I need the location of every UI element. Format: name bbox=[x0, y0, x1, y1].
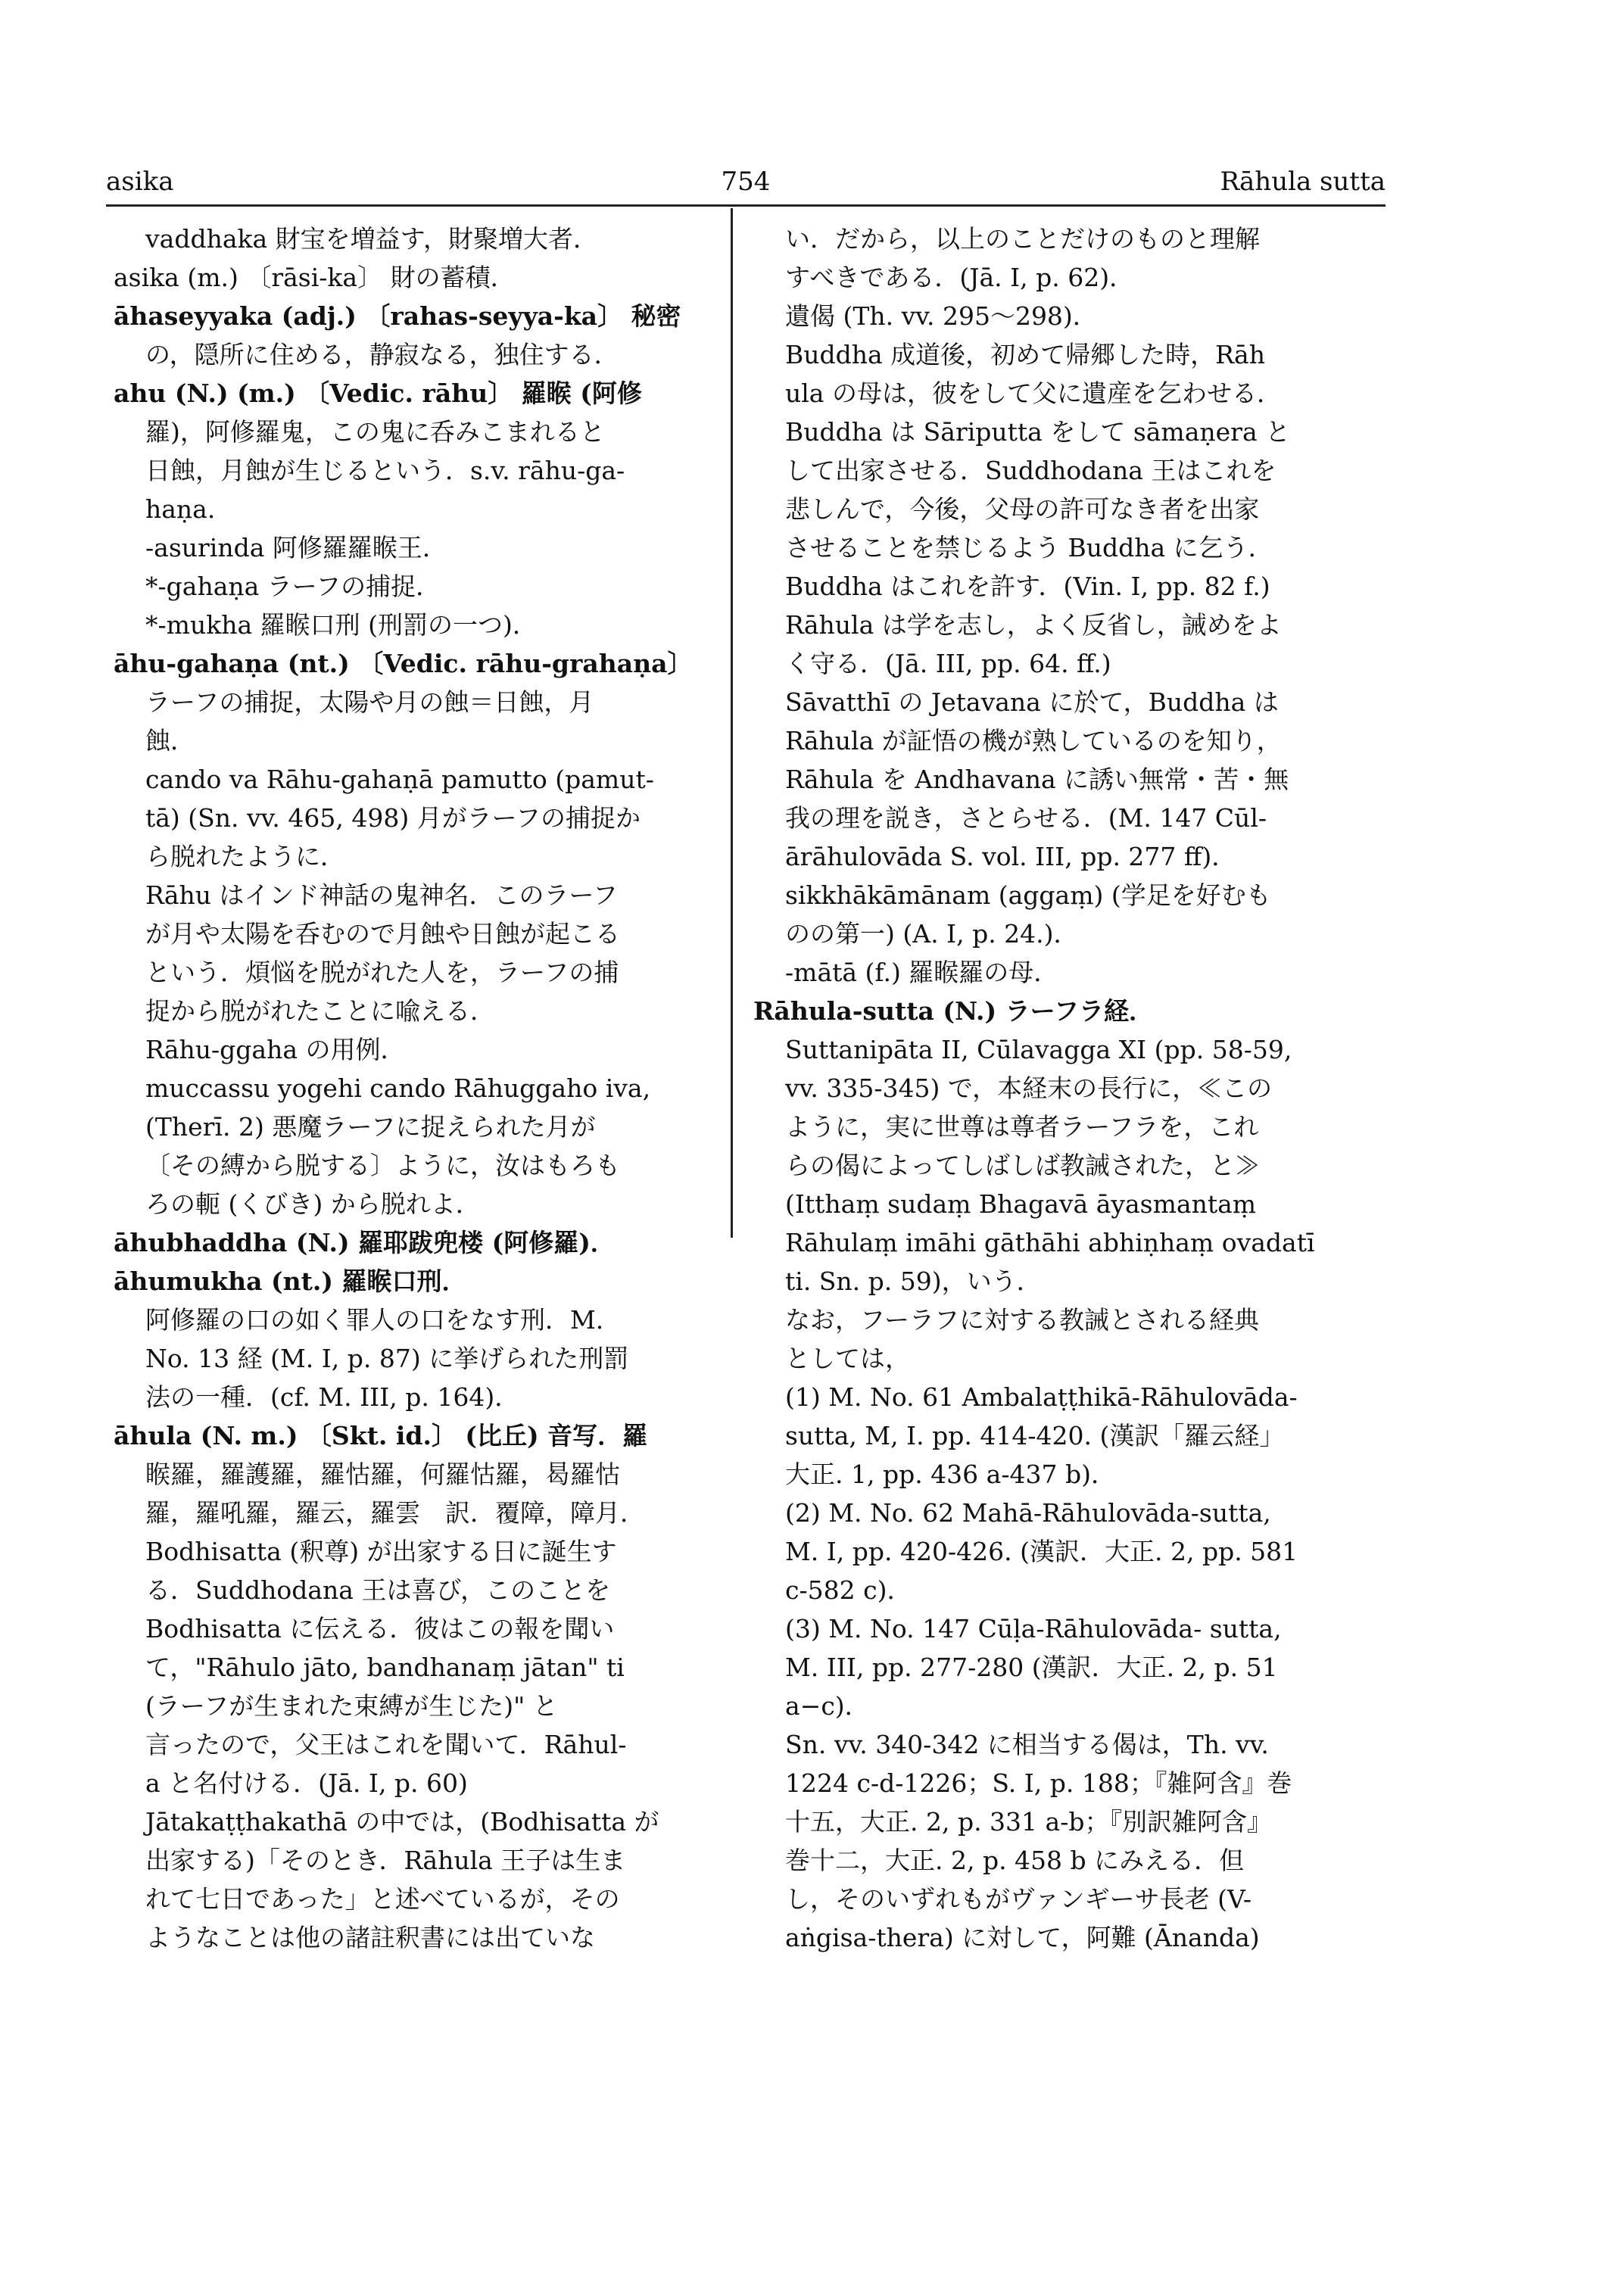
entry-text-line: Suttanipāta II, Cūlavagga XI (pp. 58-59, bbox=[785, 1035, 1292, 1064]
entry-text-line: Buddha はこれを許す．(Vin. I, pp. 82 f.) bbox=[785, 572, 1270, 601]
entry-text-line: (1) M. No. 61 Ambalaṭṭhikā-Rāhulovāda- bbox=[785, 1382, 1298, 1412]
entry-text-line: ようなことは他の諸註釈書には出ていな bbox=[145, 1923, 595, 1952]
entry-text-line: sikkhākāmānam (aggaṃ) (学足を好むも bbox=[785, 880, 1271, 910]
header-rule bbox=[106, 204, 1386, 207]
entry-text-line: 言ったので，父王はこれを聞いて．Rāhul- bbox=[145, 1730, 627, 1759]
entry-text-line: -mātā (f.) 羅睺羅の母． bbox=[785, 958, 1059, 987]
entry-text-line: れて七日であった」と述べているが，その bbox=[145, 1884, 620, 1914]
entry-text-line: (3) M. No. 147 Cūḷa-Rāhulovāda- sutta, bbox=[785, 1614, 1282, 1643]
entry-text-line: a と名付ける．(Jā. I, p. 60) bbox=[145, 1768, 468, 1798]
entry-text-line: *-mukha 羅睺口刑 (刑罰の一つ)． bbox=[145, 610, 538, 640]
entry-text-line: No. 13 経 (M. I, p. 87) に挙げられた刑罰 bbox=[145, 1344, 629, 1373]
entry-text-line: 出家する)「そのとき．Rāhula 王子は生ま bbox=[145, 1846, 626, 1875]
entry-text-line: 1224 c-d-1226；S. I, p. 188；『雑阿含』巻 bbox=[785, 1768, 1292, 1798]
entry-text-line: 蝕． bbox=[145, 726, 195, 756]
entry-text-line: る．Suddhodana 王は喜び，このことを bbox=[145, 1575, 611, 1605]
entry-text-line: 遺偈 (Th. vv. 295〜298)． bbox=[785, 301, 1098, 331]
entry-text-line: M. III, pp. 277-280 (漢訳．大正. 2, p. 51 bbox=[785, 1653, 1278, 1682]
entry-text-line: し，そのいずれもがヴァンギーサ長老 (V- bbox=[785, 1884, 1252, 1914]
entry-text-line: 大正. 1, pp. 436 a-437 b)． bbox=[785, 1460, 1116, 1489]
page-header bbox=[106, 167, 1386, 203]
entry-text-line: 羅)，阿修羅鬼，この鬼に呑みこまれると bbox=[145, 417, 605, 447]
entry-text-line: 羅，羅吼羅，羅云，羅雲 訳．覆障，障月． bbox=[145, 1498, 645, 1528]
page-number: 754 bbox=[721, 167, 771, 197]
entry-text-line: Rāhula は学を志し，よく反省し，誡めをよ bbox=[785, 610, 1282, 640]
entry-text-line: *-gahaṇa ラーフの捕捉． bbox=[145, 572, 441, 601]
entry-text-line: Sāvatthī の Jetavana に於て，Buddha は bbox=[785, 687, 1279, 717]
entry-text-line: 日蝕，月蝕が生じるという．s.v. rāhu-ga- bbox=[145, 456, 625, 485]
entry-text-line: 法の一種．(cf. M. III, p. 164)． bbox=[145, 1382, 520, 1412]
entry-text-line: Buddha 成道後，初めて帰郷した時，Rāh bbox=[785, 340, 1265, 369]
entry-text-line: (2) M. No. 62 Mahā-Rāhulovāda-sutta, bbox=[785, 1498, 1271, 1528]
entry-text-line: sutta, M, I. pp. 414-420. (漢訳「羅云経」 bbox=[785, 1421, 1285, 1450]
entry-text-line: が月や太陽を呑むので月蝕や日蝕が起こる bbox=[145, 919, 620, 949]
entry-headword-line: āhu-gahaṇa (nt.) 〔Vedic. rāhu-grahaṇa〕 bbox=[114, 649, 693, 678]
entry-text-line: 悲しんで，今後，父母の許可なき者を出家 bbox=[785, 494, 1260, 524]
entry-text-line: Sn. vv. 340-342 に相当する偈は，Th. vv. bbox=[785, 1730, 1269, 1759]
entry-text-line: Rāhu はインド神話の鬼神名．このラーフ bbox=[145, 880, 618, 910]
entry-text-line: い．だから，以上のことだけのものと理解 bbox=[785, 224, 1260, 254]
left-column bbox=[114, 220, 712, 1957]
entry-text-line: のの第一) (A. I, p. 24.)． bbox=[785, 919, 1079, 949]
entry-text-line: aṅgisa-thera) に対して，阿難 (Ānanda) bbox=[785, 1923, 1260, 1952]
entry-text-line: cando va Rāhu-gahaṇā pamutto (pamut- bbox=[145, 765, 654, 794]
entry-text-line: vaddhaka 財宝を増益す，財聚増大者． bbox=[145, 224, 599, 254]
entry-text-line: 睺羅，羅護羅，羅怙羅，何羅怙羅，曷羅怙 bbox=[145, 1460, 620, 1489]
entry-text-line: させることを禁じるよう Buddha に乞う． bbox=[785, 533, 1273, 562]
entry-text-line: Bodhisatta (釈尊) が出家する日に誕生す bbox=[145, 1537, 617, 1566]
entry-text-line: の，隠所に住める，静寂なる，独住する． bbox=[145, 340, 619, 369]
entry-text-line: らの偈によってしばしば教誡された，と≫ bbox=[785, 1151, 1260, 1180]
entry-text-line: Rāhula が証悟の機が熟しているのを知り， bbox=[785, 726, 1282, 756]
entry-text-line: なお，フーラフに対する教誡とされる経典 bbox=[785, 1305, 1260, 1335]
entry-headword-line: Rāhula-sutta (N.) ラーフラ経． bbox=[753, 996, 1154, 1026]
entry-text-line: すべきである．(Jā. I, p. 62)． bbox=[785, 263, 1135, 292]
entry-text-line: 〔その縛から脱する〕ように，汝はもろも bbox=[145, 1151, 620, 1180]
entry-text-line: としては， bbox=[785, 1344, 910, 1373]
entry-text-line: ろの軛 (くびき) から脱れよ． bbox=[145, 1189, 481, 1219]
entry-text-line: 我の理を説き，さとらせる．(M. 147 Cūl- bbox=[785, 803, 1267, 833]
entry-text-line: Buddha は Sāriputta をして sāmaṇera と bbox=[785, 417, 1291, 447]
entry-text-line: 阿修羅の口の如く罪人の口をなす刑．M. bbox=[145, 1305, 604, 1335]
entry-text-line: して出家させる．Suddhodana 王はこれを bbox=[785, 456, 1276, 485]
entry-text-line: Rāhulaṃ imāhi gāthāhi abhiṇhaṃ ovadatī bbox=[785, 1228, 1315, 1257]
entry-text-line: (Therī. 2) 悪魔ラーフに捉えられた月が bbox=[145, 1112, 596, 1142]
entry-text-line: 捉から脱がれたことに喩える． bbox=[145, 996, 495, 1026]
entry-text-line: -asurinda 阿修羅羅睺王． bbox=[145, 533, 447, 562]
entry-headword-line: āhubhaddha (N.) 羅耶跋兜楼 (阿修羅)． bbox=[114, 1228, 616, 1257]
entry-headword-line: āhula (N. m.) 〔Skt. id.〕 (比丘) 音写．羅 bbox=[114, 1421, 648, 1450]
entry-text-line: Bodhisatta に伝える．彼はこの報を聞い bbox=[145, 1614, 615, 1643]
entry-headword-line: āhaseyyaka (adj.) 〔rahas-seyya-ka〕 秘密 bbox=[114, 301, 681, 331]
column-divider bbox=[731, 208, 733, 1238]
entry-text-line: ārāhulovāda S. vol. III, pp. 277 ff)． bbox=[785, 842, 1237, 871]
entry-text-line: て，"Rāhulo jāto, bandhanaṃ jātan" ti bbox=[145, 1653, 625, 1682]
entry-text-line: haṇa. bbox=[145, 494, 216, 524]
entry-text-line: a−c)． bbox=[785, 1691, 870, 1721]
entry-text-line: Rāhu-ggaha の用例． bbox=[145, 1035, 406, 1064]
entry-text-line: ti. Sn. p. 59)，いう． bbox=[785, 1266, 1042, 1296]
entry-text-line: 十五，大正. 2, p. 331 a-b；『別訳雑阿含』 bbox=[785, 1807, 1272, 1837]
entry-text-line: 巻十二，大正. 2, p. 458 b にみえる．但 bbox=[785, 1846, 1245, 1875]
entry-text-line: ように，実に世尊は尊者ラーフラを，これ bbox=[785, 1112, 1259, 1142]
entry-text-line: という．煩悩を脱がれた人を，ラーフの捕 bbox=[145, 958, 619, 987]
entry-text-line: Jātakaṭṭhakathā の中では，(Bodhisatta が bbox=[145, 1807, 659, 1837]
entry-text-line: vv. 335-345) で，本経末の長行に，≪この bbox=[785, 1073, 1273, 1103]
entry-text-line: tā) (Sn. vv. 465, 498) 月がラーフの捕捉か bbox=[145, 803, 641, 833]
entry-text-line: M. I, pp. 420-426. (漢訳．大正. 2, pp. 581 bbox=[785, 1537, 1298, 1566]
header-left-guide-word: asika bbox=[106, 167, 174, 197]
entry-text-line: (ラーフが生まれた束縛が生じた)" と bbox=[145, 1691, 558, 1721]
entry-text-line: ら脱れたように． bbox=[145, 842, 345, 871]
entry-text-line: ラーフの捕捉，太陽や月の蝕＝日蝕，月 bbox=[145, 687, 594, 717]
entry-text-line: muccassu yogehi cando Rāhuggaho iva, bbox=[145, 1073, 651, 1103]
entry-text-line: Rāhula を Andhavana に誘い無常・苦・無 bbox=[785, 765, 1289, 794]
entry-text-line: (Itthaṃ sudaṃ Bhagavā āyasmantaṃ bbox=[785, 1189, 1257, 1219]
entry-headword-line: āhumukha (nt.) 羅睺口刑． bbox=[114, 1266, 467, 1296]
entry-text-line: c-582 c)． bbox=[785, 1575, 912, 1605]
entry-text-line: ula の母は，彼をして父に遺産を乞わせる． bbox=[785, 379, 1282, 408]
header-right-guide-word: Rāhula sutta bbox=[1220, 167, 1386, 197]
entry-headword-line: ahu (N.) (m.) 〔Vedic. rāhu〕 羅睺 (阿修 bbox=[114, 379, 642, 408]
entry-text-line: く守る．(Jā. III, pp. 64. ff.) bbox=[785, 649, 1111, 678]
right-column bbox=[753, 220, 1382, 1957]
entry-text-line: asika (m.) 〔rāsi-ka〕 財の蓄積． bbox=[114, 263, 516, 292]
